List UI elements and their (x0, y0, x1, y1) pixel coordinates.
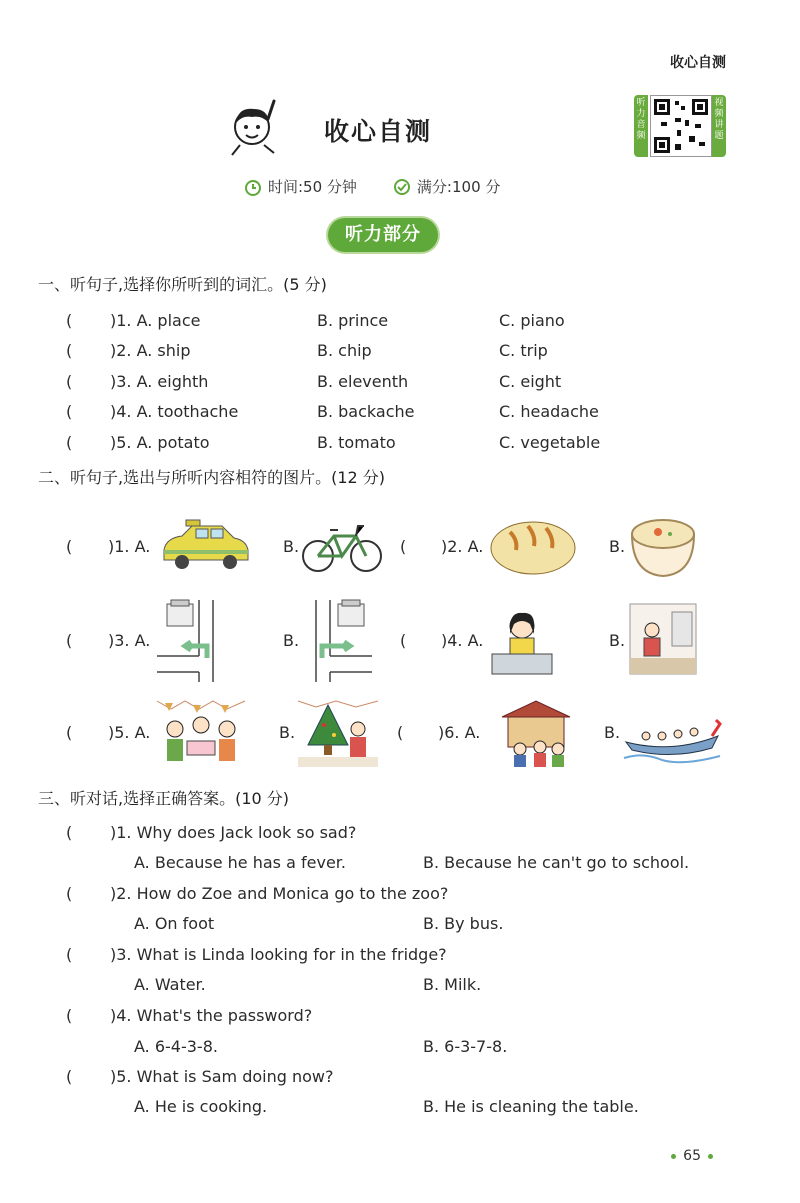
dot-icon (708, 1154, 713, 1159)
answer-bracket[interactable]: ( (66, 823, 73, 842)
boy-at-door-picture[interactable] (628, 602, 698, 676)
page-title: 收心自测 (324, 117, 433, 146)
picture-label: )4. A. (441, 631, 484, 650)
check-circle-icon (393, 178, 411, 196)
dot-icon (671, 1154, 676, 1159)
corner-label: 收心自测 (670, 55, 726, 71)
girl-washing-picture[interactable] (488, 608, 556, 676)
list-item[interactable]: ( )4. A. toothache B. backache C. headache (66, 402, 599, 421)
list-item[interactable]: A. He is cooking. B. He is cleaning the table. (134, 1097, 639, 1116)
answer-bracket[interactable]: ( (66, 311, 73, 330)
temple-fair-picture[interactable] (500, 699, 572, 769)
bicycle-picture[interactable] (300, 518, 384, 576)
page-number: 65 (664, 1148, 720, 1164)
picture-label: )1. A. (108, 537, 151, 556)
answer-bracket[interactable]: ( (66, 945, 73, 964)
list-item[interactable]: A. 6-4-3-8. B. 6-3-7-8. (134, 1037, 508, 1056)
answer-bracket[interactable]: ( (400, 537, 407, 556)
answer-bracket[interactable]: ( (66, 1067, 73, 1086)
section-badge: 听力部分 (328, 218, 438, 252)
christmas-tree-picture[interactable] (296, 695, 380, 769)
list-item[interactable]: ( )1. A. place B. prince C. piano (66, 311, 565, 330)
full-score: 满分:100 分 (416, 178, 501, 196)
list-item[interactable]: ( )2. A. ship B. chip C. trip (66, 341, 548, 360)
answer-bracket[interactable]: ( (66, 1006, 73, 1025)
turn-right-map-picture[interactable] (300, 598, 374, 682)
answer-bracket[interactable]: ( (66, 433, 73, 452)
picture-label: )2. A. (441, 537, 484, 556)
qr-code-block[interactable] (634, 95, 726, 157)
qr-code[interactable] (650, 95, 712, 157)
picture-label: )5. A. (108, 723, 151, 742)
list-item[interactable]: ( )3. A. eighth B. eleventh C. eight (66, 372, 562, 391)
list-item[interactable]: A. Because he has a fever. B. Because he can't go to school. (134, 853, 690, 872)
section-1-heading: 一、听句子,选择你所听到的词汇。(5 分) (38, 275, 327, 294)
picture-label: B. (609, 631, 626, 650)
list-item[interactable]: A. Water. B. Milk. (134, 975, 482, 994)
answer-bracket[interactable]: ( (66, 631, 73, 650)
list-item[interactable]: ( )1. Why does Jack look so sad? (66, 823, 357, 842)
answer-bracket[interactable]: ( (400, 631, 407, 650)
list-item[interactable]: ( )5. A. potato B. tomato C. vegetable (66, 433, 601, 452)
list-item[interactable]: ( )4. What's the password? (66, 1006, 313, 1025)
picture-label: B. (283, 537, 300, 556)
picture-label: B. (609, 537, 626, 556)
answer-bracket[interactable]: ( (66, 537, 73, 556)
picture-label: B. (283, 631, 300, 650)
section-3-heading: 三、听对话,选择正确答案。(10 分) (38, 789, 290, 808)
dragon-boat-picture[interactable] (622, 702, 722, 766)
bread-picture[interactable] (488, 518, 578, 576)
list-item[interactable]: ( )3. What is Linda looking for in the fridge? (66, 945, 447, 964)
soup-bowl-picture[interactable] (628, 512, 698, 580)
answer-bracket[interactable]: ( (66, 372, 73, 391)
list-item[interactable]: A. On foot B. By bus. (134, 914, 504, 933)
picture-label: )6. A. (438, 723, 481, 742)
section-2-heading: 二、听句子,选出与所听内容相符的图片。(12 分) (38, 468, 386, 487)
qr-label-video: 视频讲题 (712, 95, 726, 157)
picture-label: B. (279, 723, 296, 742)
boy-pointing-illustration (228, 97, 280, 157)
answer-bracket[interactable]: ( (397, 723, 404, 742)
qr-label-audio: 听力音频 (634, 95, 648, 157)
time-limit: 时间:50 分钟 (268, 178, 357, 196)
clock-icon (244, 178, 262, 196)
time-score-bar (244, 176, 536, 197)
turn-left-map-picture[interactable] (155, 598, 229, 682)
picture-label: )3. A. (108, 631, 151, 650)
answer-bracket[interactable]: ( (66, 884, 73, 903)
answer-bracket[interactable]: ( (66, 723, 73, 742)
list-item[interactable]: ( )5. What is Sam doing now? (66, 1067, 334, 1086)
answer-bracket[interactable]: ( (66, 341, 73, 360)
taxi-picture[interactable] (156, 516, 252, 574)
picture-label: B. (604, 723, 621, 742)
list-item[interactable]: ( )2. How do Zoe and Monica go to the zoo? (66, 884, 449, 903)
answer-bracket[interactable]: ( (66, 402, 73, 421)
birthday-party-picture[interactable] (155, 695, 247, 769)
